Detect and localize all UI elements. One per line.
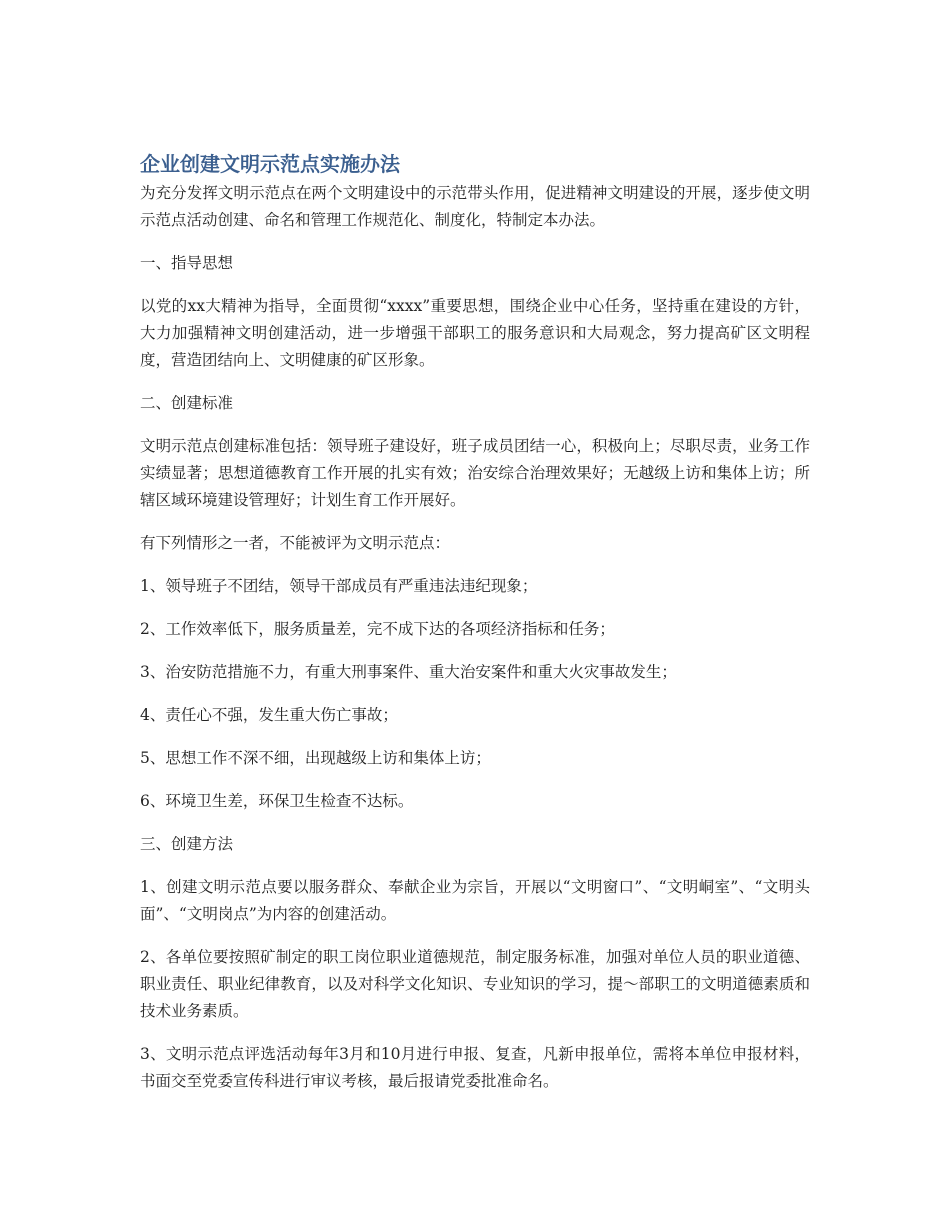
list-item: 2、各单位要按照矿制定的职工岗位职业道德规范，制定服务标准，加强对单位人员的职业道德、职业责任、职业纪律教育，以及对科学文化知识、专业知识的学习，提～部职工的文明道德素质和技术业务素质。 [140, 948, 810, 1020]
exclusion-intro: 有下列情形之一者，不能被评为文明示范点： [140, 534, 451, 552]
list-item: 3、文明示范点评选活动每年3月和10月进行申报、复查，凡新申报单位，需将本单位申报材料，书面交至党委宣传科进行审议考核，最后报请党委批准命名。 [140, 1045, 810, 1090]
section-heading-guiding-ideology: 一、指导思想 [140, 254, 234, 272]
list-item: 1、领导班子不团结，领导干部成员有严重违法违纪现象； [140, 577, 538, 595]
intro-paragraph: 为充分发挥文明示范点在两个文明建设中的示范带头作用，促进精神文明建设的开展，逐步使文明示范点活动创建、命名和管理工作规范化、制度化，特制定本办法。 [140, 184, 810, 229]
document-page [140, 148, 810, 1095]
section-body-guiding-ideology: 以党的xx大精神为指导，全面贯彻“xxxx”重要思想，围绕企业中心任务，坚持重在建设的方针，大力加强精神文明创建活动，进一步增强干部职工的服务意识和大局观念，努力提高矿区文明程度，营造团结向上、文明健康的矿区形象。 [140, 297, 810, 369]
document-title: 企业创建文明示范点实施办法 [140, 152, 400, 176]
list-item: 2、工作效率低下，服务质量差，完不成下达的各项经济指标和任务； [140, 620, 615, 638]
section-heading-methods: 三、创建方法 [140, 835, 234, 853]
section-body-standards: 文明示范点创建标准包括：领导班子建设好，班子成员团结一心，积极向上；尽职尽责，业务工作实绩显著；思想道德教育工作开展的扎实有效；治安综合治理效果好；无越级上访和集体上访；所辖区域环境建设管理好；计划生育工作开展好。 [140, 437, 810, 509]
list-item: 1、创建文明示范点要以服务群众、奉献企业为宗旨，开展以“文明窗口”、“文明峒室”、“文明头面”、“文明岗点”为内容的创建活动。 [140, 878, 810, 923]
list-item: 4、责任心不强，发生重大伤亡事故； [140, 706, 398, 724]
list-item: 3、治安防范措施不力，有重大刑事案件、重大治安案件和重大火灾事故发生； [140, 663, 677, 681]
section-heading-standards: 二、创建标准 [140, 394, 234, 412]
list-item: 5、思想工作不深不细，出现越级上访和集体上访； [140, 749, 491, 767]
list-item: 6、环境卫生差，环保卫生检查不达标。 [140, 792, 414, 810]
